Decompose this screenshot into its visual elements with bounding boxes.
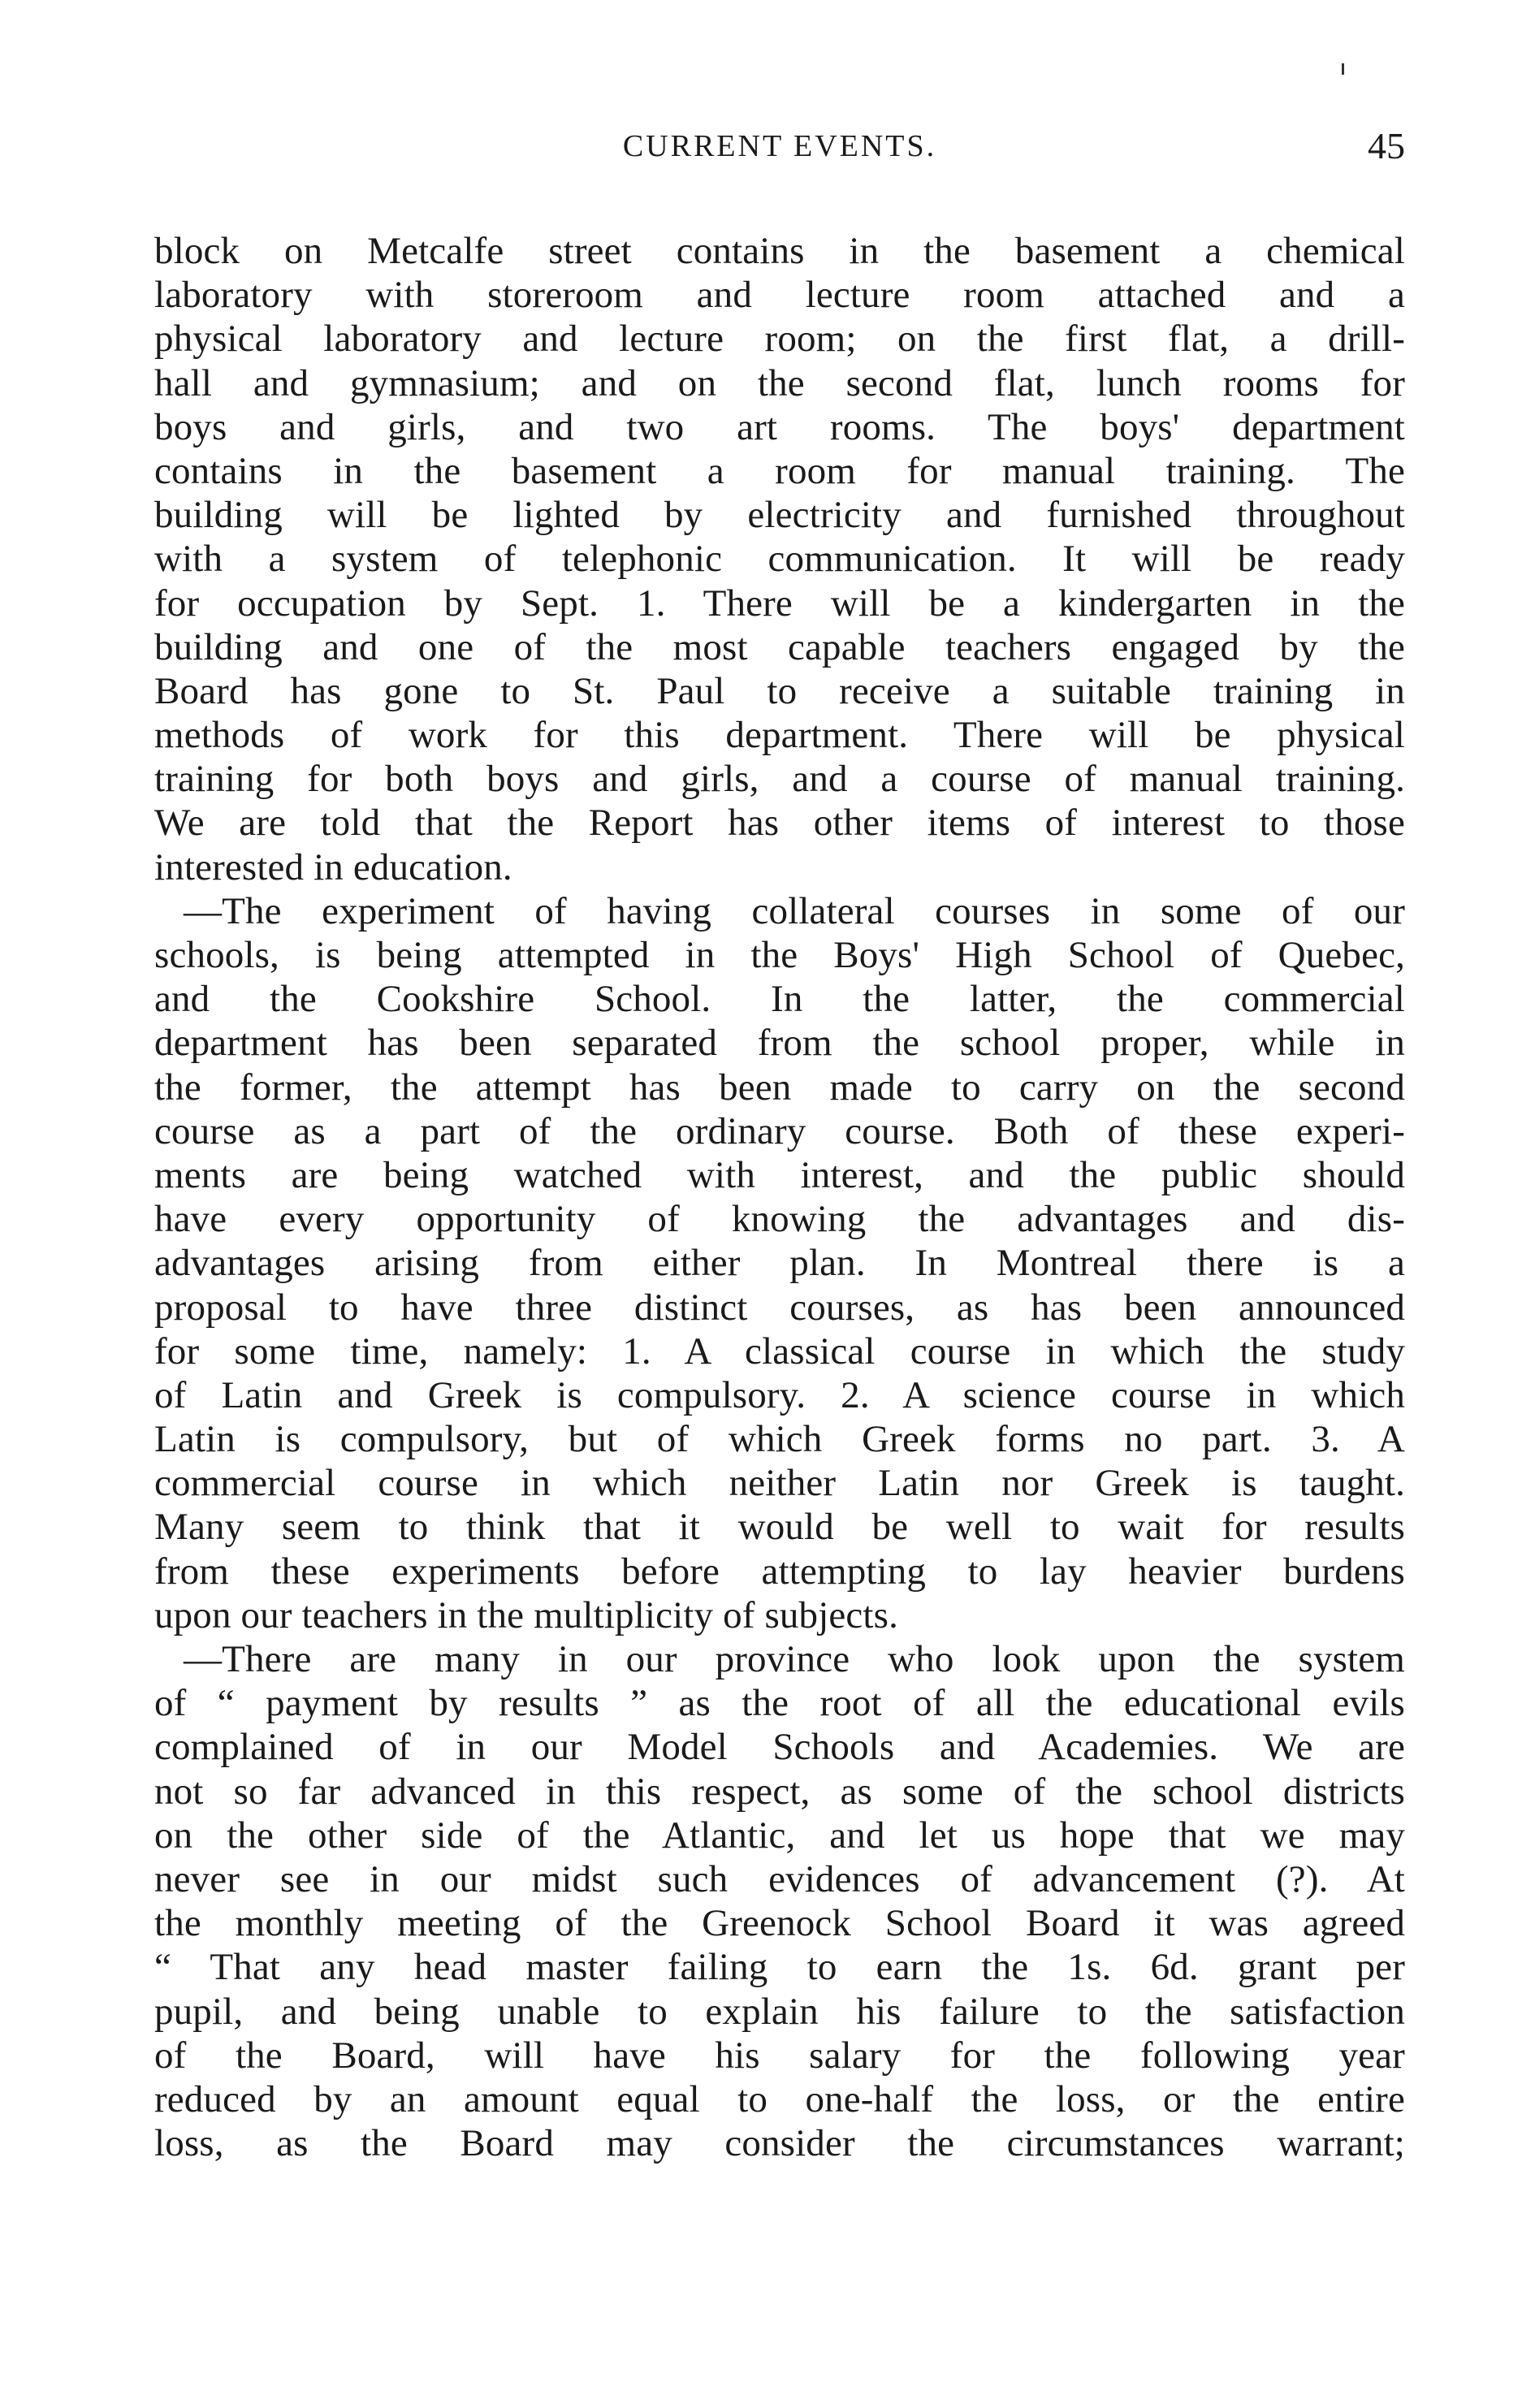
text-line: boys and girls, and two art rooms. The boys' department — [154, 405, 1405, 448]
text-line: of “ payment by results ” as the root of all the educational evils — [154, 1682, 1405, 1725]
text-line: with a system of telephonic communication. It will be ready — [154, 538, 1405, 581]
body-text — [154, 229, 1405, 2165]
text-line: block on Metcalfe street contains in the basement a chemical — [154, 230, 1405, 272]
text-line: physical laboratory and lecture room; on the first flat, a drill- — [154, 318, 1405, 361]
text-line: —There are many in our province who look upon the system — [184, 1638, 1405, 1680]
text-line: commercial course in which neither Latin nor Greek is taught. — [154, 1462, 1405, 1505]
paragraph-2 — [154, 889, 1405, 1637]
text-line: complained of in our Model Schools and Academies. We are — [154, 1726, 1405, 1769]
text-line: reduced by an amount equal to one-half the loss, or the entire — [154, 2077, 1405, 2121]
paragraph-3 — [154, 1637, 1405, 2165]
text-line: hall and gymnasium; and on the second flat, lunch rooms for — [154, 361, 1405, 404]
text-line: building and one of the most capable teachers engaged by the — [154, 625, 1405, 668]
text-line: course as a part of the ordinary course. Both of these experi- — [154, 1109, 1405, 1152]
text-line: pupil, and being unable to explain his failure to the satisfaction — [154, 1990, 1405, 2033]
text-line: Board has gone to St. Paul to receive a suitable training in — [154, 669, 1405, 712]
running-header — [154, 122, 1405, 171]
text-line: We are told that the Report has other items of interest to those — [154, 802, 1405, 845]
text-line: —The experiment of having collateral courses in some of our — [184, 889, 1405, 932]
text-line: the monthly meeting of the Greenock School Board it was agreed — [154, 1902, 1405, 1945]
text-line: for occupation by Sept. 1. There will be a kindergarten in the — [154, 581, 1405, 625]
text-line: “ That any head master failing to earn the 1s. 6d. grant per — [154, 1946, 1405, 1989]
running-title: CURRENT EVENTS. — [622, 129, 937, 163]
text-line: Many seem to think that it would be well to wait for results — [154, 1506, 1405, 1549]
text-line: contains in the basement a room for manual training. The — [154, 449, 1405, 492]
text-line: methods of work for this department. There will be physical — [154, 714, 1405, 757]
text-line: for some time, namely: 1. A classical course in which the study — [154, 1329, 1405, 1373]
text-line: from these experiments before attempting to lay heavier burdens — [154, 1550, 1405, 1593]
text-line: laboratory with storeroom and lecture room attached and a — [154, 274, 1405, 317]
text-line: and the Cookshire School. In the latter, the commercial — [154, 978, 1405, 1021]
text-line: of the Board, will have his salary for the following year — [154, 2034, 1405, 2077]
text-line: training for both boys and girls, and a course of manual training. — [154, 758, 1405, 801]
page-number: 45 — [1368, 125, 1405, 166]
text-line: on the other side of the Atlantic, and let us hope that we may — [154, 1814, 1405, 1857]
text-line: schools, is being attempted in the Boys' High School of Quebec, — [154, 934, 1405, 976]
text-line: not so far advanced in this respect, as some of the school districts — [154, 1770, 1405, 1813]
text-line: Latin is compulsory, but of which Greek forms no part. 3. A — [154, 1418, 1405, 1461]
text-line: ments are being watched with interest, and the public should — [154, 1153, 1405, 1196]
text-line: upon our teachers in the multiplicity of subjects. — [154, 1593, 898, 1636]
text-line: building will be lighted by electricity and furnished throughout — [154, 494, 1405, 537]
text-line: never see in our midst such evidences of advancement (?). At — [154, 1857, 1405, 1900]
text-line: interested in education. — [154, 845, 512, 888]
text-line: the former, the attempt has been made to carry on the second — [154, 1066, 1405, 1109]
text-line: proposal to have three distinct courses, as has been announced — [154, 1286, 1405, 1329]
text-line: loss, as the Board may consider the circumstances warrant; — [154, 2122, 1405, 2165]
text-line: department has been separated from the school proper, while in — [154, 1022, 1405, 1065]
stray-print-mark — [1342, 63, 1344, 75]
paragraph-1 — [154, 229, 1405, 889]
text-line: of Latin and Greek is compulsory. 2. A science course in which — [154, 1373, 1405, 1416]
text-line: have every opportunity of knowing the advantages and dis- — [154, 1198, 1405, 1241]
text-line: advantages arising from either plan. In Montreal there is a — [154, 1242, 1405, 1285]
